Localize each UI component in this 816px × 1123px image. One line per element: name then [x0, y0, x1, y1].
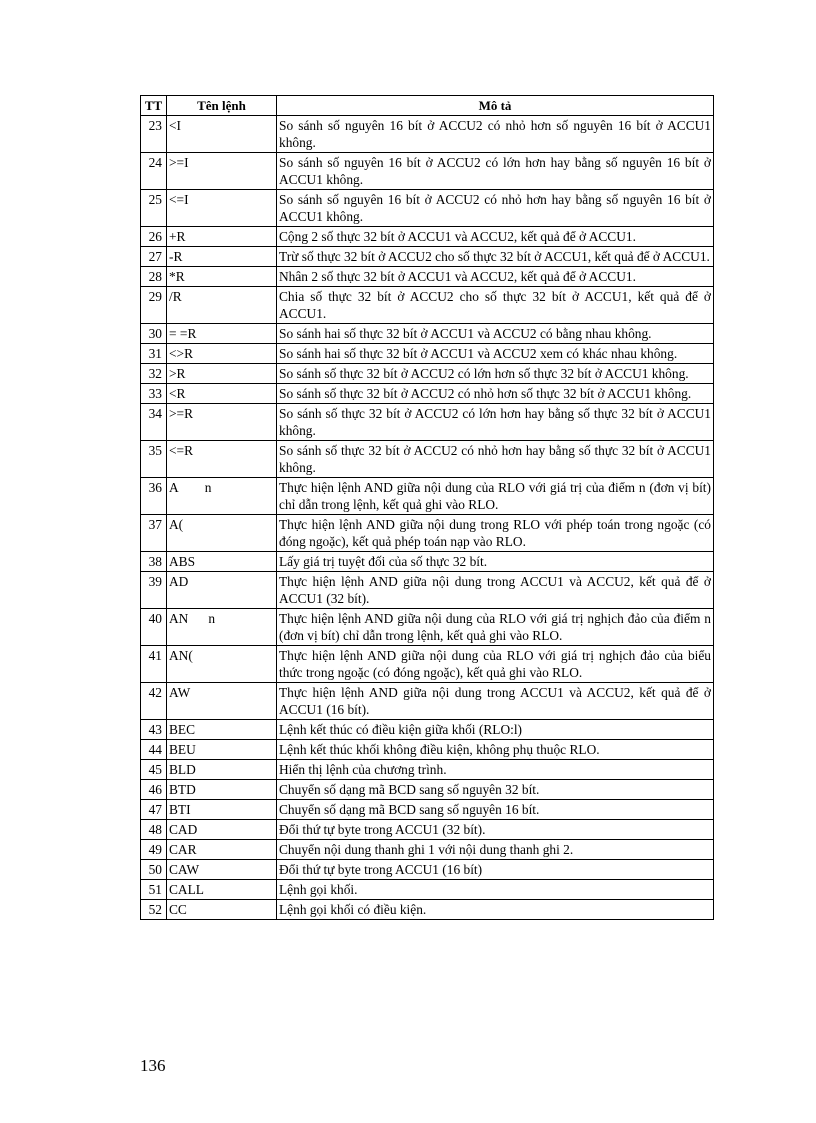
row-number: 46 — [141, 780, 167, 800]
table-row — [141, 609, 714, 646]
command-description: Thực hiện lệnh AND giữa nội dung trong RLO với phép toán trong ngoặc (có đóng ngoặc), kết quả phép toán nạp vào RLO. — [277, 515, 714, 552]
command-name: *R — [167, 267, 277, 287]
command-description: Trừ số thực 32 bít ở ACCU2 cho số thực 32 bít ở ACCU1, kết quả để ở ACCU1. — [277, 247, 714, 267]
command-name: BTD — [167, 780, 277, 800]
command-description: Thực hiện lệnh AND giữa nội dung trong ACCU1 và ACCU2, kết quả để ở ACCU1 (32 bít). — [277, 572, 714, 609]
table-body — [141, 116, 714, 920]
row-number: 48 — [141, 820, 167, 840]
command-name: CAW — [167, 860, 277, 880]
table-row — [141, 740, 714, 760]
command-description: Chuyển nội dung thanh ghi 1 với nội dung thanh ghi 2. — [277, 840, 714, 860]
table-row — [141, 441, 714, 478]
header-tt: TT — [141, 96, 167, 116]
command-description: So sánh hai số thực 32 bít ở ACCU1 và ACCU2 có bằng nhau không. — [277, 324, 714, 344]
command-name: A( — [167, 515, 277, 552]
table-row — [141, 760, 714, 780]
command-name: AN( — [167, 646, 277, 683]
command-description: Đổi thứ tự byte trong ACCU1 (16 bít) — [277, 860, 714, 880]
table-row — [141, 116, 714, 153]
command-name: CC — [167, 900, 277, 920]
command-description: Thực hiện lệnh AND giữa nội dung của RLO với giá trị của điểm n (đơn vị bít) chỉ dẫn trong lệnh, kết quả ghi vào RLO. — [277, 478, 714, 515]
row-number: 30 — [141, 324, 167, 344]
table-row — [141, 572, 714, 609]
command-name: CAR — [167, 840, 277, 860]
command-description: So sánh số thực 32 bít ở ACCU2 có lớn hơn số thực 32 bít ở ACCU1 không. — [277, 364, 714, 384]
command-name: <>R — [167, 344, 277, 364]
table-row — [141, 384, 714, 404]
row-number: 26 — [141, 227, 167, 247]
command-description: Thực hiện lệnh AND giữa nội dung trong ACCU1 và ACCU2, kết quả để ở ACCU1 (16 bít). — [277, 683, 714, 720]
table-row — [141, 267, 714, 287]
table-row — [141, 900, 714, 920]
command-description: So sánh hai số thực 32 bít ở ACCU1 và ACCU2 xem có khác nhau không. — [277, 344, 714, 364]
command-description: So sánh số thực 32 bít ở ACCU2 có nhỏ hơn số thực 32 bít ở ACCU1 không. — [277, 384, 714, 404]
command-name: ABS — [167, 552, 277, 572]
command-description: Lệnh kết thúc khối không điều kiện, không phụ thuộc RLO. — [277, 740, 714, 760]
row-number: 43 — [141, 720, 167, 740]
command-name: AN n — [167, 609, 277, 646]
command-name: <=I — [167, 190, 277, 227]
command-name: CALL — [167, 880, 277, 900]
command-name: BTI — [167, 800, 277, 820]
command-description: Lệnh gọi khối. — [277, 880, 714, 900]
row-number: 45 — [141, 760, 167, 780]
command-name: A n — [167, 478, 277, 515]
row-number: 37 — [141, 515, 167, 552]
row-number: 28 — [141, 267, 167, 287]
table-row — [141, 780, 714, 800]
command-description: Chuyển số dạng mã BCD sang số nguyên 32 bít. — [277, 780, 714, 800]
command-name: <I — [167, 116, 277, 153]
row-number: 24 — [141, 153, 167, 190]
header-row — [141, 96, 714, 116]
row-number: 31 — [141, 344, 167, 364]
row-number: 44 — [141, 740, 167, 760]
command-description: Lệnh kết thúc có điều kiện giữa khối (RLO:l) — [277, 720, 714, 740]
command-name: +R — [167, 227, 277, 247]
table-row — [141, 860, 714, 880]
header-name: Tên lệnh — [167, 96, 277, 116]
command-description: So sánh số nguyên 16 bít ở ACCU2 có nhỏ hơn hay bằng số nguyên 16 bít ở ACCU1 không. — [277, 190, 714, 227]
table-row — [141, 683, 714, 720]
command-name: -R — [167, 247, 277, 267]
command-description: Lấy giá trị tuyệt đối của số thực 32 bít. — [277, 552, 714, 572]
table-row — [141, 720, 714, 740]
row-number: 39 — [141, 572, 167, 609]
row-number: 36 — [141, 478, 167, 515]
row-number: 42 — [141, 683, 167, 720]
command-description: Lệnh gọi khối có điều kiện. — [277, 900, 714, 920]
row-number: 32 — [141, 364, 167, 384]
command-name: >=R — [167, 404, 277, 441]
table-row — [141, 364, 714, 384]
command-description: Chuyển số dạng mã BCD sang số nguyên 16 bít. — [277, 800, 714, 820]
table-row — [141, 344, 714, 364]
command-table — [140, 95, 714, 920]
table-row — [141, 840, 714, 860]
table-row — [141, 227, 714, 247]
table-row — [141, 287, 714, 324]
command-name: AD — [167, 572, 277, 609]
row-number: 50 — [141, 860, 167, 880]
command-description: So sánh số thực 32 bít ở ACCU2 có nhỏ hơn hay bằng số thực 32 bít ở ACCU1 không. — [277, 441, 714, 478]
table-row — [141, 515, 714, 552]
command-name: /R — [167, 287, 277, 324]
command-name: BEC — [167, 720, 277, 740]
command-name: BLD — [167, 760, 277, 780]
command-description: So sánh số nguyên 16 bít ở ACCU2 có lớn hơn hay bằng số nguyên 16 bít ở ACCU1 không. — [277, 153, 714, 190]
command-name: >=I — [167, 153, 277, 190]
command-description: Chia số thực 32 bít ở ACCU2 cho số thực 32 bít ở ACCU1, kết quả để ở ACCU1. — [277, 287, 714, 324]
row-number: 49 — [141, 840, 167, 860]
table-row — [141, 552, 714, 572]
command-description: Nhân 2 số thực 32 bít ở ACCU1 và ACCU2, kết quả để ở ACCU1. — [277, 267, 714, 287]
header-desc: Mô tả — [277, 96, 714, 116]
row-number: 23 — [141, 116, 167, 153]
row-number: 25 — [141, 190, 167, 227]
table-row — [141, 880, 714, 900]
command-name: CAD — [167, 820, 277, 840]
row-number: 33 — [141, 384, 167, 404]
table-row — [141, 646, 714, 683]
row-number: 51 — [141, 880, 167, 900]
page-number: 136 — [140, 1056, 166, 1075]
command-name: >R — [167, 364, 277, 384]
row-number: 29 — [141, 287, 167, 324]
row-number: 35 — [141, 441, 167, 478]
row-number: 52 — [141, 900, 167, 920]
command-description: Thực hiện lệnh AND giữa nội dung của RLO với giá trị nghịch đảo của điểm n (đơn vị bít) chỉ dẫn trong lệnh, kết quả ghi vào RLO. — [277, 609, 714, 646]
command-description: So sánh số thực 32 bít ở ACCU2 có lớn hơn hay bằng số thực 32 bít ở ACCU1 không. — [277, 404, 714, 441]
row-number: 41 — [141, 646, 167, 683]
table-row — [141, 800, 714, 820]
command-description: Hiển thị lệnh của chương trình. — [277, 760, 714, 780]
row-number: 38 — [141, 552, 167, 572]
command-name: BEU — [167, 740, 277, 760]
table-row — [141, 247, 714, 267]
table-row — [141, 404, 714, 441]
table-row — [141, 190, 714, 227]
row-number: 47 — [141, 800, 167, 820]
command-name: AW — [167, 683, 277, 720]
command-description: Cộng 2 số thực 32 bít ở ACCU1 và ACCU2, kết quả để ở ACCU1. — [277, 227, 714, 247]
table-row — [141, 324, 714, 344]
command-description: So sánh số nguyên 16 bít ở ACCU2 có nhỏ hơn số nguyên 16 bít ở ACCU1 không. — [277, 116, 714, 153]
command-name: = =R — [167, 324, 277, 344]
command-name: <R — [167, 384, 277, 404]
command-name: <=R — [167, 441, 277, 478]
row-number: 27 — [141, 247, 167, 267]
command-description: Thực hiện lệnh AND giữa nội dung của RLO với giá trị nghịch đảo của biểu thức trong ngoặc (có đóng ngoặc), kết quả ghi vào RLO. — [277, 646, 714, 683]
table-row — [141, 820, 714, 840]
command-description: Đổi thứ tự byte trong ACCU1 (32 bít). — [277, 820, 714, 840]
row-number: 40 — [141, 609, 167, 646]
table-header — [141, 96, 714, 116]
table-row — [141, 478, 714, 515]
table-row — [141, 153, 714, 190]
row-number: 34 — [141, 404, 167, 441]
